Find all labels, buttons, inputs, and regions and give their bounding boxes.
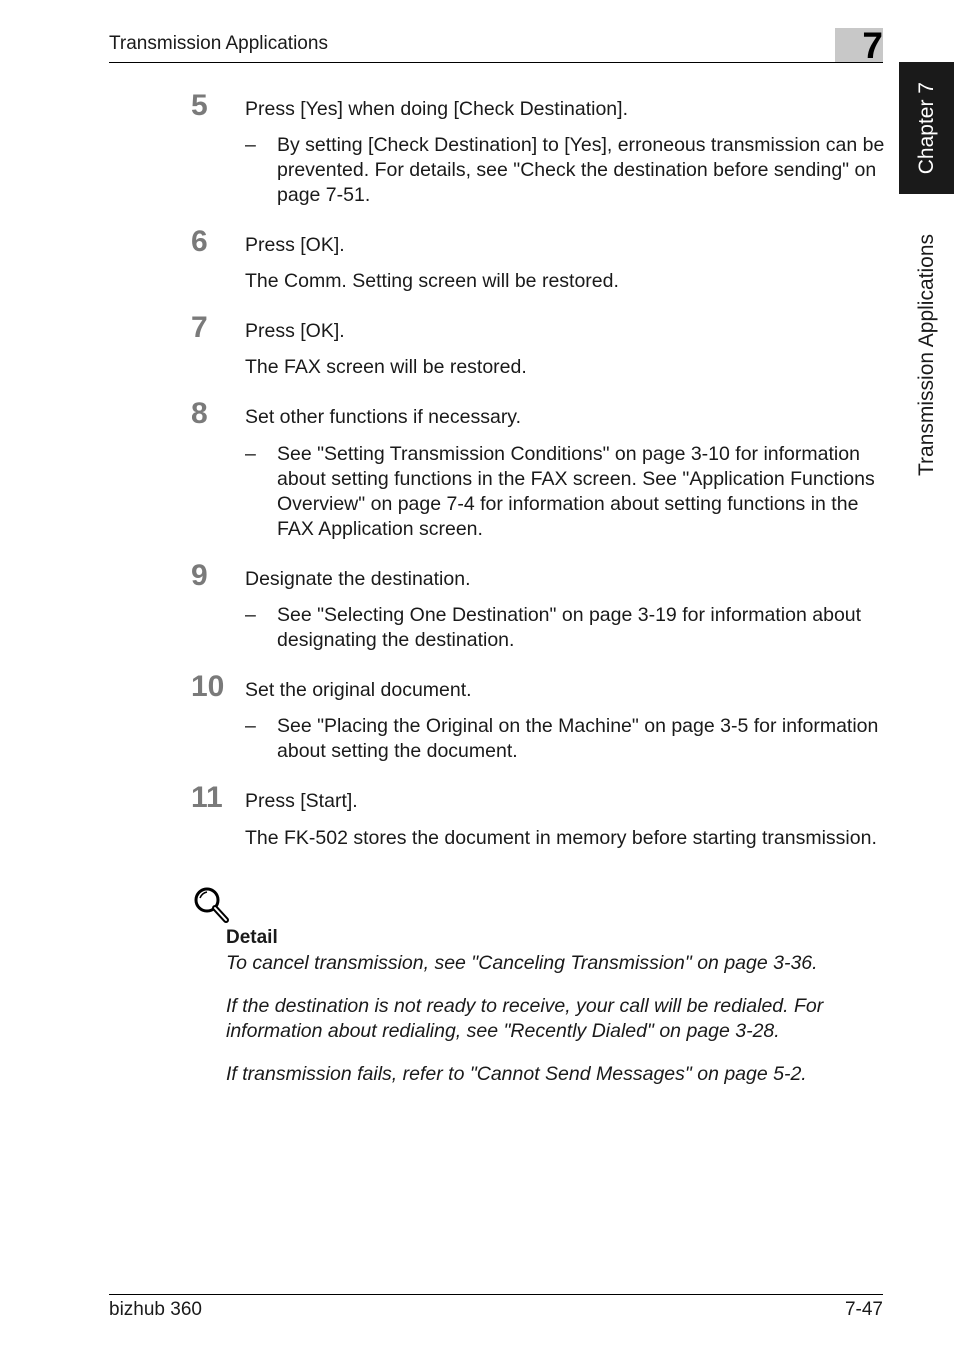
section-tab xyxy=(899,215,954,495)
step-number: 10 xyxy=(191,670,225,703)
step-result: The FK-502 stores the document in memory before starting transmission. xyxy=(245,827,877,849)
step-bullet: By setting [Check Destination] to [Yes], erroneous transmission can be prevented. For details, see "Check the destination before sending" on page 7-51. xyxy=(277,134,885,206)
step-bullet: See "Placing the Original on the Machine" on page 3-5 for information about setting the document. xyxy=(277,715,879,762)
footer-product: bizhub 360 xyxy=(109,1299,202,1320)
step-text: Press [OK]. xyxy=(245,234,345,256)
magnifier-icon xyxy=(193,886,229,924)
step-bullet: See "Setting Transmission Conditions" on page 3-10 for information about setting functions in the FAX screen. See "Application Functions Overview" on page 7-4 for information about setting functions in the FAX Application screen. xyxy=(277,443,875,540)
step-number: 11 xyxy=(191,781,223,814)
chapter-tab xyxy=(899,62,954,194)
bullet-dash: – xyxy=(245,443,256,465)
detail-title: Detail xyxy=(226,927,278,948)
section-tab-label: Transmission Applications xyxy=(914,234,938,476)
step-result: The FAX screen will be restored. xyxy=(245,356,527,378)
detail-note: If the destination is not ready to receive, your call will be redialed. For information about redialing, see "Recently Dialed" on page 3-28. xyxy=(226,995,824,1042)
step-number: 8 xyxy=(191,397,208,430)
step-number: 5 xyxy=(191,89,208,122)
detail-note: To cancel transmission, see "Canceling Transmission" on page 3-36. xyxy=(226,952,818,974)
step-result: The Comm. Setting screen will be restored. xyxy=(245,270,619,292)
step-number: 9 xyxy=(191,559,208,592)
chapter-tab-label: Chapter 7 xyxy=(914,81,938,175)
step-number: 6 xyxy=(191,225,208,258)
step-bullet: See "Selecting One Destination" on page 3-19 for information about designating the destination. xyxy=(277,604,862,651)
chapter-number: 7 xyxy=(862,25,883,66)
bullet-dash: – xyxy=(245,715,256,737)
bullet-dash: – xyxy=(245,604,256,626)
running-header-title: Transmission Applications xyxy=(109,33,328,54)
footer-rule xyxy=(109,1294,883,1295)
step-text: Set other functions if necessary. xyxy=(245,406,522,428)
detail-note: If transmission fails, refer to "Cannot Send Messages" on page 5-2. xyxy=(226,1063,807,1085)
step-text: Press [Yes] when doing [Check Destination]. xyxy=(245,98,628,120)
step-text: Set the original document. xyxy=(245,679,472,701)
bullet-dash: – xyxy=(245,134,256,156)
step-text: Designate the destination. xyxy=(245,568,471,590)
header-rule xyxy=(109,62,883,63)
step-number: 7 xyxy=(191,311,208,344)
step-text: Press [OK]. xyxy=(245,320,345,342)
step-text: Press [Start]. xyxy=(245,790,358,812)
footer-page-number: 7-47 xyxy=(844,1299,883,1320)
